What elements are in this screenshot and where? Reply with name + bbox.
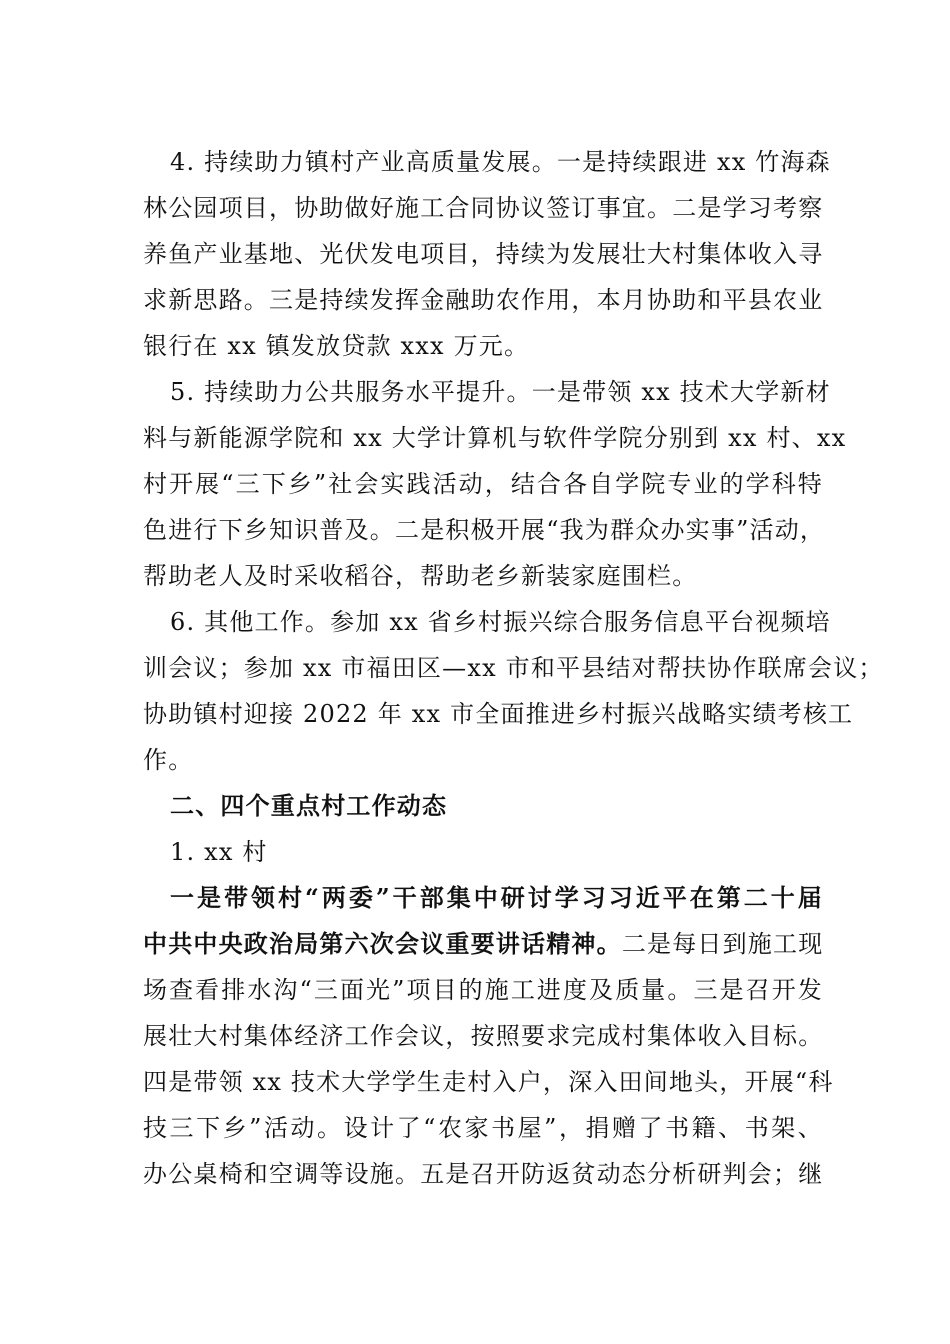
paragraph-4-line-1: 4. 持续助力镇村产业高质量发展。一是持续跟进 xx 竹海森 [170,148,831,176]
section-heading: 二、四个重点村工作动态 [170,791,448,820]
paragraph-4-line-2: 林公园项目，协助做好施工合同协议签订事宜。二是学习考察 [143,194,824,222]
paragraph-6-line-2: 训会议；参加 xx 市福田区—xx 市和平县结对帮扶协作联席会议； [143,654,884,682]
village-line-3: 场查看排水沟“三面光”项目的施工进度及质量。三是召开发 [143,976,823,1004]
paragraph-6-line-3: 协助镇村迎接 2022 年 xx 市全面推进乡村振兴战略实绩考核工 [143,700,854,728]
paragraph-5-line-1: 5. 持续助力公共服务水平提升。一是带领 xx 技术大学新材 [170,378,831,406]
paragraph-5-line-3: 村开展“三下乡”社会实践活动，结合各自学院专业的学科特 [143,470,823,498]
village-line-2 [143,921,823,967]
village-line-2-bold: 中共中央政治局第六次会议重要讲话精神。 [143,929,622,958]
subsection-heading: 1. xx 村 [170,838,268,866]
village-line-6: 技三下乡”活动。设计了“农家书屋”，捐赠了书籍、书架、 [143,1114,823,1142]
village-line-7: 办公桌椅和空调等设施。五是召开防返贫动态分析研判会；继 [143,1160,824,1188]
paragraph-5-line-2: 料与新能源学院和 xx 大学计算机与软件学院分别到 xx 村、xx [143,424,847,452]
paragraph-5-line-4: 色进行下乡知识普及。二是积极开展“我为群众办实事”活动， [143,516,826,544]
paragraph-5-line-5: 帮助老人及时采收稻谷，帮助老乡新装家庭围栏。 [143,562,698,590]
paragraph-6-line-1: 6. 其他工作。参加 xx 省乡村振兴综合服务信息平台视频培 [170,608,831,636]
paragraph-4-line-3: 养鱼产业基地、光伏发电项目，持续为发展壮大村集体收入寻 [143,240,824,268]
paragraph-4-line-4: 求新思路。三是持续发挥金融助农作用，本月协助和平县农业 [143,286,824,314]
village-line-4: 展壮大村集体经济工作会议，按照要求完成村集体收入目标。 [143,1022,824,1050]
paragraph-4-line-5: 银行在 xx 镇发放贷款 xxx 万元。 [143,332,530,360]
paragraph-6-line-4: 作。 [143,746,194,774]
village-line-1: 一是带领村“两委”干部集中研讨学习习近平在第二十届 [170,883,823,912]
village-line-5: 四是带领 xx 技术大学学生走村入户，深入田间地头，开展“科 [143,1068,834,1096]
village-line-2-normal: 二是每日到施工现 [621,930,824,958]
